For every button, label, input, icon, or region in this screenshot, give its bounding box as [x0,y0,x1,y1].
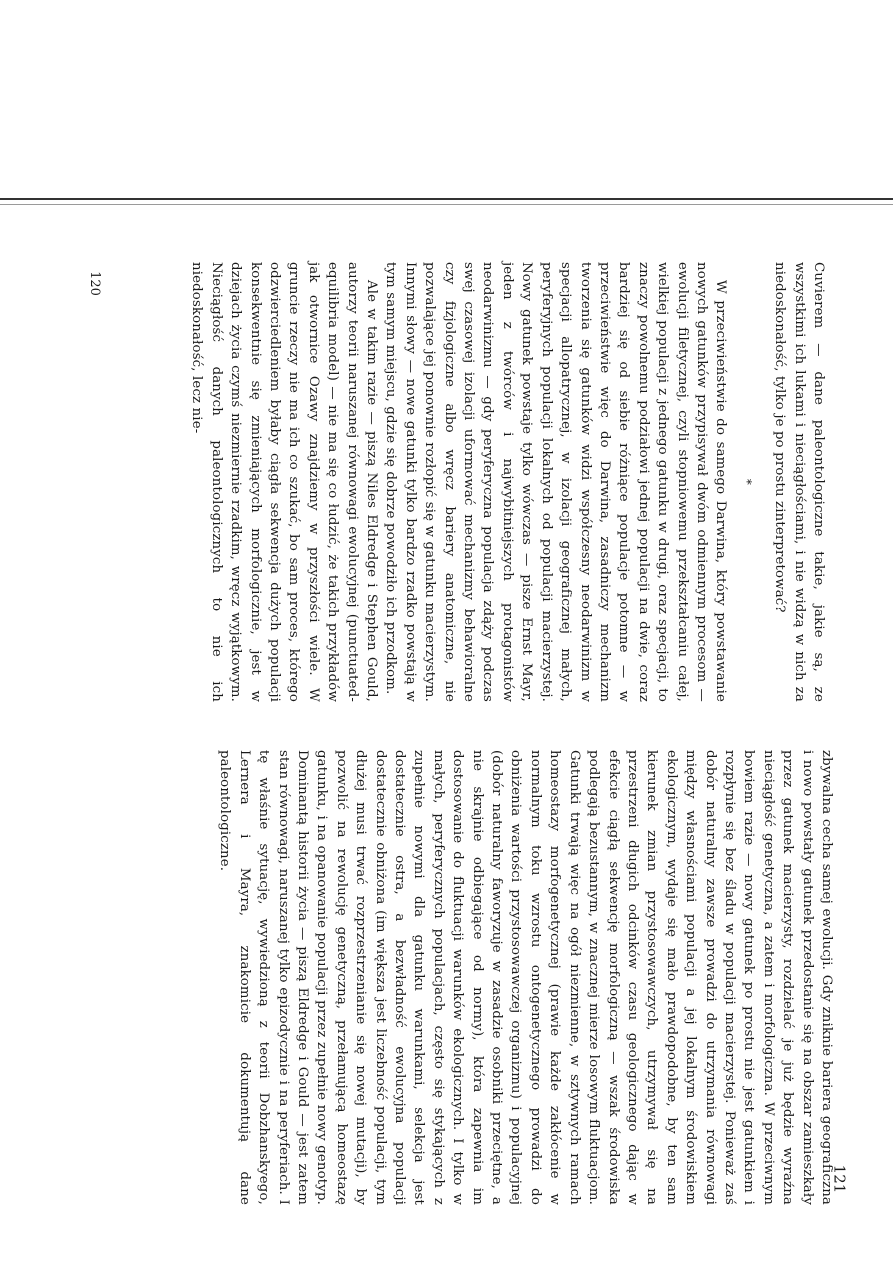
left-paragraph-1: Cuvierem — dane paleontologiczne takie, jakie są, ze wszystkimi ich lukami i nieciągłościami, i nie widzą w nich za niedoskonałość, tylko je po prostu zinterpretować? [772,262,826,702]
section-break-asterisk: * [739,478,754,486]
page-spread-rule [0,198,893,200]
left-paragraph-3: Ale w takim razie — piszą Niles Eldredge i Stephen Gould, autorzy teorii naruszanej równowagi ewolucyjnej (punctuated-equilibria model) — nie ma się co łudzić, że takich przykładów jak otwornice Ozawy znajdziemy w przyszłości wiele. W gruncie rzeczy nie ma ich co szukać, bo sam proces, którego odzwierciedleniem byłaby ciągła sekwencja dużych populacji konsekwentnie się zmieniających morfologicznie, jest w dziejach życia czymś niezmiernie rzadkim, wręcz wyjątkowym. Nieciągłość danych paleontologicznych to nie ich niedoskonałość, lecz nie- [189,262,380,702]
left-page-text [118,262,828,702]
right-page-text [136,750,836,1205]
left-page-number: 120 [86,271,102,296]
page-spread-rule-faint [0,204,893,205]
right-page-number: 121 [830,1164,849,1194]
left-paragraph-2: W przeciwieństwie do samego Darwina, który powstawanie nowych gatunków przypisywał dwóm odmiennym procesom — ewolucji filetycznej, czyli stopniowemu przekształcaniu całej, wielkiej populacji z jednego gatunku w drugi, oraz specjacji, to znaczy powolnemu podziałowi jednej populacji na dwie, coraz bardziej się od siebie różniące populacje potomne — w przeciwieństwie więc do Darwina, zasadniczy mechanizm tworzenia się gatunków widzi współczesny neodarwinizm w specjacji allopatrycznej, w izolacji geograficznej małych, peryferyjnych populacji lokalnych od populacji macierzystej. Nowy gatunek powstaje tylko wówczas — pisze Ernst Mayr, jeden z twórców i najwybitniejszych protagonistów neodarwinizmu — gdy peryferyczna populacja zdąży podczas swej czasowej izolacji uformować mechanizmy behawioralne czy fizjologiczne albo wręcz bariery anatomiczne, nie pozwalające jej ponownie rozłopić się w gatunku macierzystym. Innymi słowy — nowe gatunki tylko bardzo rzadko powstają w tym samym miejscu, gdzie się dobrze powodziło ich przodkom. [383,262,729,702]
right-paragraph-1: zbywalna cecha samej ewolucji. Gdy zniknie bariera geograficzna i nowo powstały gatunek przedostanie się na obszar zamieszkały przez gatunek macierzysty, rozdzielać je już będzie wyraźna nieciągłość genetyczna, a zatem i morfologiczna. W przeciwnym bowiem razie — nowy gatunek po prostu nie jest gatunkiem i rozpłynie się bez śladu w populacji macierzystej. Ponieważ zaś dobór naturalny zawsze prowadzi do utrzymania równowagi między własnościami populacji a jej lokalnym środowiskiem ekologicznym, wydaje się mało prawdopodobne, by ten sam kierunek zmian przystosowawczych, utrzymywał się na przestrzeni długich odcinków czasu geologicznego dając w efekcie ciągłą sekwencję morfologiczną — wszak środowiska podlegają bezustannym, w znacznej mierze losowym fluktuacjom. Gatunki trwają więc na ogół niezmienne, w sztywnych ramach homeostazy morfogenetycznej (prawie każde zakłócenie w normalnym toku wzrostu ontogenetycznego prowadzi do obniżenia wartości przystosowawczej organizmu) i populacyjnej (dobór naturalny faworyzuje w zasadzie osobniki przeciętne, a nie skrajnie odbiegające od normy), która zapewnia im dostosowanie do fluktuacji warunków ekologicznych. I tylko w małych, peryferycznych populacjach, często się stykających z zupełnie nowymi dla gatunku warunkami, selekcja jest dostatecznie ostra, a bezwładność ewolucyjna populacji dostatecznie obniżona (im większa jest liczebność populacji, tym dłużej musi trwać rozprzestrzenianie się nowej mutacji), by pozwolić na rewolucję genetyczną, przełamującą homeostazę gatunku, i na opanowanie populacji przez zupełnie nowy genotyp. Dominantą historii życia — piszą Eldredge i Gould — jest zatem stan równowagi, naruszanej tylko epizodycznie i na peryferiach. I tę właśnie sytuację, wywiedzioną z teorii Dobzhanskyego, Lernera i Mayra, znakomicie dokumentują dane paleontologiczne. [217,750,834,1205]
